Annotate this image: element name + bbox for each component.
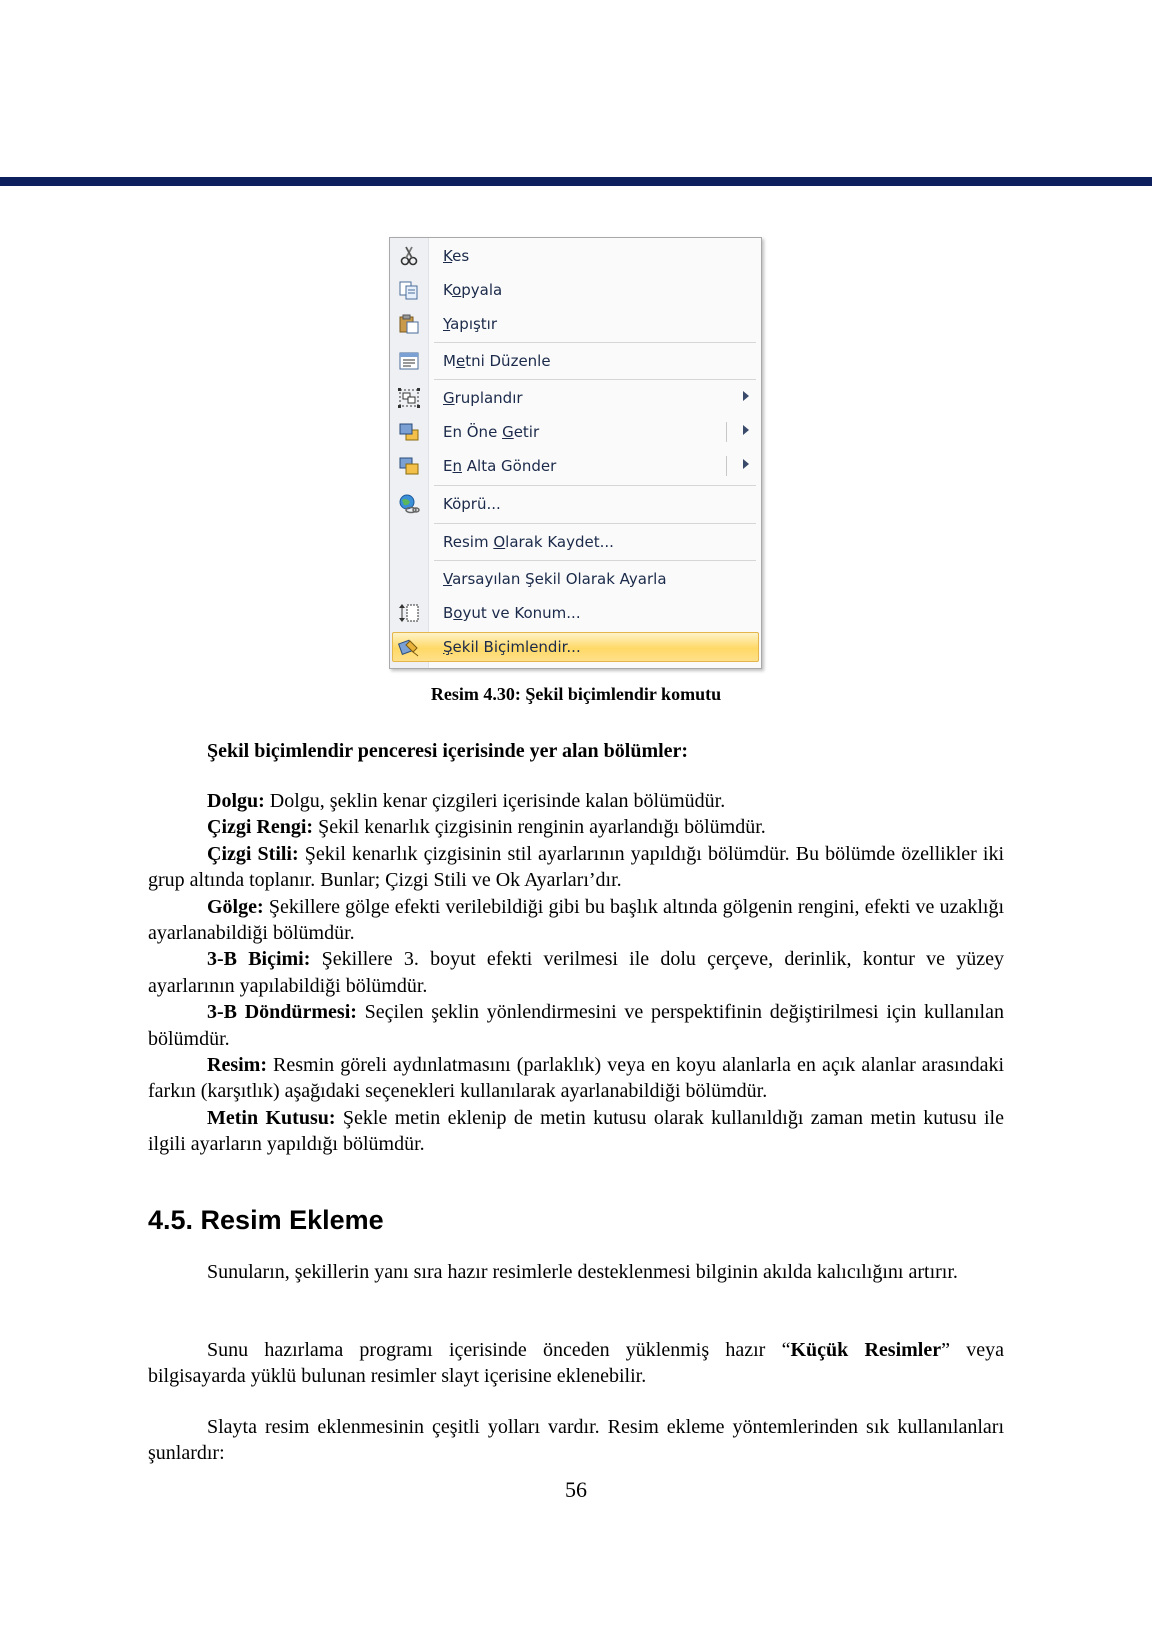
menu-item-label: Metni Düzenle bbox=[443, 352, 551, 370]
menu-item-bring-to-front[interactable] bbox=[390, 417, 761, 447]
context-menu bbox=[389, 237, 762, 669]
submenu-arrow-icon[interactable] bbox=[743, 459, 749, 469]
paragraph-text: Sunu hazırlama programı içerisinde önceden yüklenmiş hazır “Küçük Resimler” veya bilgisayarda yüklü bulunan resimler slayt içerisine eklenebilir. bbox=[148, 1339, 1004, 1388]
paragraph-text: Sunuların, şekillerin yanı sıra hazır resimlerle desteklenmesi bilginin akılda kalıcılığını artırır. bbox=[207, 1261, 958, 1283]
definition-line-color: Çizgi Rengi: Şekil kenarlık çizgisinin renginin ayarlandığı bölümdür. bbox=[207, 816, 766, 839]
menu-separator bbox=[434, 560, 756, 561]
menu-item-label: En Alta Gönder bbox=[443, 457, 557, 475]
split-divider bbox=[726, 456, 727, 476]
menu-item-set-default-shape[interactable] bbox=[390, 564, 761, 594]
menu-item-send-to-back[interactable] bbox=[390, 451, 761, 481]
menu-item-paste[interactable] bbox=[390, 309, 761, 339]
send-to-back-icon bbox=[398, 456, 420, 476]
bring-to-front-icon bbox=[398, 422, 420, 442]
menu-item-size-position[interactable] bbox=[390, 598, 761, 628]
paragraph bbox=[148, 1414, 1004, 1467]
menu-item-label: Yapıştır bbox=[443, 315, 498, 333]
section-heading: Şekil biçimlendir penceresi içerisinde yer alan bölümler: bbox=[207, 740, 689, 762]
figure-caption: Resim 4.30: Şekil biçimlendir komutu bbox=[430, 684, 722, 704]
menu-item-format-shape[interactable] bbox=[390, 632, 761, 662]
edit-text-icon bbox=[398, 351, 420, 371]
submenu-arrow-icon bbox=[743, 391, 749, 401]
page-number: 56 bbox=[565, 1477, 587, 1502]
paragraph-text: Slayta resim eklenmesinin çeşitli yolları vardır. Resim ekleme yöntemlerinden sık kullanılanları şunlardır: bbox=[148, 1416, 1004, 1465]
definition-text-box: Metin Kutusu: Şekle metin eklenip de metin kutusu olarak kullanıldığı zaman metin kutusu ile ilgili ayarların yapıldığı bölümdür. bbox=[148, 1106, 1004, 1156]
menu-item-label: Kopyala bbox=[443, 281, 503, 299]
menu-item-group[interactable] bbox=[390, 383, 761, 413]
menu-item-label: Kes bbox=[443, 247, 470, 265]
header-rule bbox=[0, 177, 1152, 186]
definition-3d-format: 3-B Biçimi: Şekillere 3. boyut efekti verilmesi ile dolu çerçeve, derinlik, kontur ve yüzey ayarlarının yapılabildiği bölümdür. bbox=[148, 948, 1004, 997]
menu-item-label: Varsayılan Şekil Olarak Ayarla bbox=[443, 570, 667, 588]
definitions-list bbox=[148, 788, 1004, 1158]
menu-item-label: Şekil Biçimlendir... bbox=[443, 638, 581, 656]
menu-item-label: Resim Olarak Kaydet... bbox=[443, 533, 614, 551]
menu-separator bbox=[434, 342, 756, 343]
copy-icon bbox=[398, 280, 420, 300]
hyperlink-icon bbox=[398, 494, 420, 514]
menu-item-copy[interactable] bbox=[390, 275, 761, 305]
definition-3d-rotation: 3-B Döndürmesi: Seçilen şeklin yönlendirmesini ve perspektifinin değiştirilmesi için kullanılan bölümdür. bbox=[148, 1001, 1004, 1050]
size-position-icon bbox=[398, 603, 420, 623]
menu-item-save-as-picture[interactable] bbox=[390, 527, 761, 557]
definition-line-style: Çizgi Stili: Şekil kenarlık çizgisinin stil ayarlarının yapıldığı bölümdür. Bu bölümde özellikler iki grup altında toplanır. Bunlar; Çizgi Stili ve Ok Ayarları’dır. bbox=[148, 842, 1005, 892]
paragraph bbox=[148, 1337, 1004, 1390]
definition-shadow: Gölge: Şekillere gölge efekti verilebildiği gibi bu başlık altında gölgenin rengini, efekti ve uzaklığı ayarlanabildiği bölümdür. bbox=[148, 895, 1004, 945]
menu-item-cut[interactable] bbox=[390, 241, 761, 271]
split-divider bbox=[726, 422, 727, 442]
menu-item-label: Köprü... bbox=[443, 495, 501, 513]
menu-item-label: En Öne Getir bbox=[443, 423, 540, 441]
menu-separator bbox=[434, 485, 756, 486]
paragraph bbox=[148, 1259, 1004, 1285]
menu-item-label: Boyut ve Konum... bbox=[443, 604, 581, 622]
scissors-icon bbox=[398, 246, 420, 266]
subsection-title: 4.5. Resim Ekleme bbox=[148, 1205, 384, 1235]
group-icon bbox=[398, 388, 420, 408]
menu-item-label: Gruplandır bbox=[443, 389, 523, 407]
paste-icon bbox=[398, 314, 420, 334]
format-shape-icon bbox=[398, 637, 420, 657]
definition-fill: Dolgu: Dolgu, şeklin kenar çizgileri içerisinde kalan bölümüdür. bbox=[207, 790, 726, 812]
menu-item-edit-text[interactable] bbox=[390, 346, 761, 376]
definition-picture: Resim: Resmin göreli aydınlatmasını (parlaklık) veya en koyu alanlarla en açık alanlar arasındaki farkın (karşıtlık) aşağıdaki seçenekleri kullanılarak ayarlanabildiği bölümdür. bbox=[148, 1054, 1004, 1103]
submenu-arrow-icon[interactable] bbox=[743, 425, 749, 435]
menu-separator bbox=[434, 523, 756, 524]
menu-item-hyperlink[interactable] bbox=[390, 489, 761, 519]
menu-separator bbox=[434, 379, 756, 380]
